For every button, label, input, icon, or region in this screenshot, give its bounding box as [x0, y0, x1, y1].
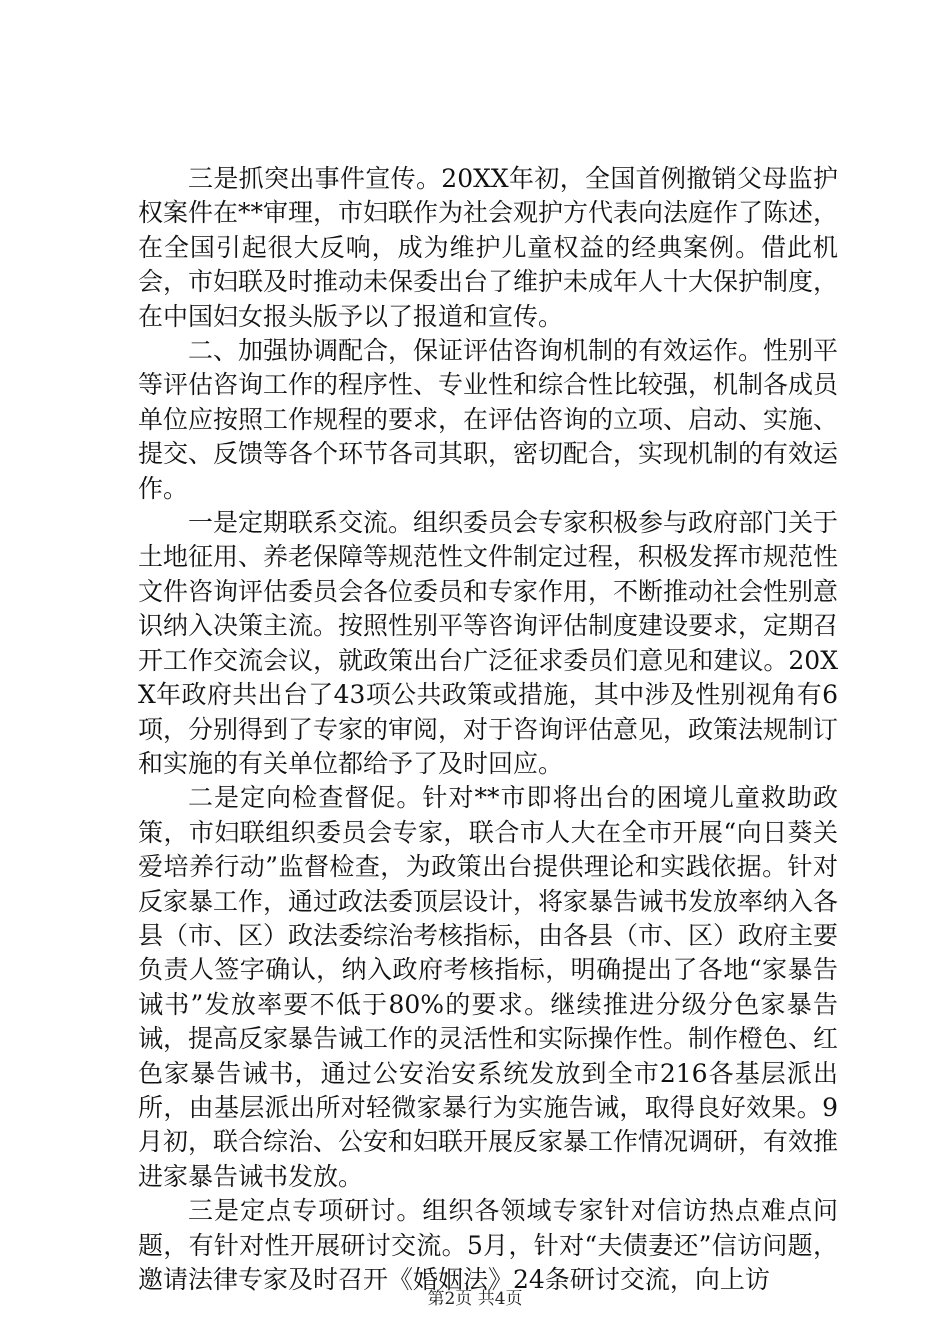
paragraph-coordination: 二、加强协调配合，保证评估咨询机制的有效运作。性别平等评估咨询工作的程序性、专业性和综合性比较强，机制各成员单位应按照工作规程的要求，在评估咨询的立项、启动、实施、提交、反馈等各个环节各司其职，密切配合，实现机制的有效运作。 — [138, 336, 839, 503]
page-number-footer: 第2页 共4页 — [427, 1289, 523, 1309]
paragraph-special-seminar: 三是定点专项研讨。组织各领域专家针对信访热点难点问题，有针对性开展研讨交流。5月，针对“夫债妻还”信访问题，邀请法律专家及时召开《婚姻法》24条研讨交流，向上访 — [138, 1196, 838, 1294]
paragraph-publicity: 三是抓突出事件宣传。20XX年初，全国首例撤销父母监护权案件在**审理，市妇联作为社会观护方代表向法庭作了陈述，在全国引起很大反响，成为维护儿童权益的经典案例。借此机会，市妇联及时推动未保委出台了维护未成年人十大保护制度，在中国妇女报头版予以了报道和宣传。 — [138, 164, 839, 331]
document-body — [138, 162, 838, 1297]
paragraph-regular-exchange: 一是定期联系交流。组织委员会专家积极参与政府部门关于土地征用、养老保障等规范性文件制定过程，积极发挥市规范性文件咨询评估委员会各位委员和专家作用，不断推动社会性别意识纳入决策主流。按照性别平等咨询评估制度建设要求，定期召开工作交流会议，就政策出台广泛征求委员们意见和建议。20XX年政府共出台了43项公共政策或措施，其中涉及性别视角有6项，分别得到了专家的审阅，对于咨询评估意见，政策法规制订和实施的有关单位都给予了及时回应。 — [138, 508, 839, 778]
paragraph-inspection: 二是定向检查督促。针对**市即将出台的困境儿童救助政策，市妇联组织委员会专家，联合市人大在全市开展“向日葵关爱培养行动”监督检查，为政策出台提供理论和实践依据。针对反家暴工作，通过政法委顶层设计，将家暴告诫书发放率纳入各县（市、区）政法委综治考核指标，由各县（市、区）政府主要负责人签字确认，纳入政府考核指标，明确提出了各地“家暴告诫书”发放率要不低于80%的要求。继续推进分级分色家暴告诫，提高反家暴告诫工作的灵活性和实际操作性。制作橙色、红色家暴告诫书，通过公安治安系统发放到全市216各基层派出所，由基层派出所对轻微家暴行为实施告诫，取得良好效果。9月初，联合综治、公安和妇联开展反家暴工作情况调研，有效推进家暴告诫书发放。 — [138, 783, 839, 1191]
